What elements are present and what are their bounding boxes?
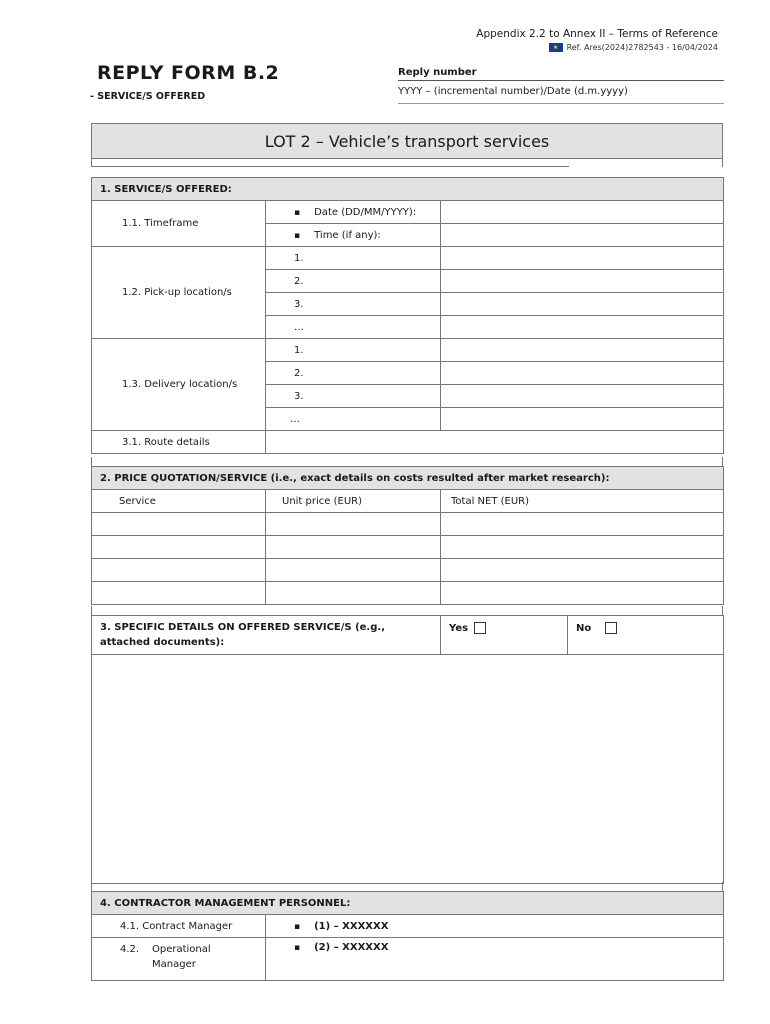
pickup-item-2: 2.	[266, 270, 441, 293]
section3-table	[91, 615, 724, 884]
price-cell[interactable]	[266, 582, 441, 605]
delivery-item-3: 3.	[266, 385, 441, 408]
price-cell[interactable]	[441, 559, 724, 582]
section4-title: 4. CONTRACTOR MANAGEMENT PERSONNEL:	[92, 892, 724, 915]
reply-number-label: Reply number	[398, 67, 724, 81]
section4-table	[91, 891, 724, 981]
yes-option[interactable]	[441, 616, 568, 655]
section1-title: 1. SERVICE/S OFFERED:	[92, 178, 724, 201]
pickup-input-3[interactable]	[441, 293, 724, 316]
pickup-item-more: …	[266, 316, 441, 339]
section2-table	[91, 466, 724, 605]
route-input[interactable]	[266, 431, 724, 454]
form-subtitle: - SERVICE/S OFFERED	[90, 91, 206, 102]
price-cell[interactable]	[92, 559, 266, 582]
operational-manager-num: 4.2.	[120, 944, 140, 955]
contract-manager-label: 4.1. Contract Manager	[92, 915, 266, 938]
time-label: ▪ Time (if any):	[266, 224, 441, 247]
yes-label: Yes	[449, 623, 469, 634]
no-checkbox[interactable]	[605, 622, 617, 634]
section1-table	[91, 177, 724, 454]
specific-details-input[interactable]	[92, 655, 724, 884]
col-service: Service	[92, 490, 266, 513]
pickup-input-1[interactable]	[441, 247, 724, 270]
spacer	[91, 457, 723, 466]
no-label: No	[576, 623, 592, 634]
delivery-input-3[interactable]	[441, 385, 724, 408]
reference-text: Ref. Ares(2024)2782543 - 16/04/2024	[566, 43, 718, 52]
divider	[91, 166, 569, 167]
pickup-label: 1.2. Pick-up location/s	[92, 247, 266, 339]
section2-title: 2. PRICE QUOTATION/SERVICE (i.e., exact details on costs resulted after market research):	[92, 467, 724, 490]
operational-manager-value[interactable]: ▪ (2) – XXXXXX	[266, 938, 724, 981]
delivery-item-more: …	[266, 408, 441, 431]
date-label: ▪ Date (DD/MM/YYYY):	[266, 201, 441, 224]
delivery-input-1[interactable]	[441, 339, 724, 362]
contract-manager-value[interactable]: ▪ (1) – XXXXXX	[266, 915, 724, 938]
operational-manager-label	[92, 938, 266, 981]
spacer	[91, 606, 723, 615]
spacer	[91, 882, 723, 891]
delivery-input-more[interactable]	[441, 408, 724, 431]
route-label: 3.1. Route details	[92, 431, 266, 454]
form-title: REPLY FORM B.2	[97, 62, 280, 84]
delivery-label: 1.3. Delivery location/s	[92, 339, 266, 431]
document-header	[476, 28, 718, 54]
operational-manager-text: Operational Manager	[152, 944, 211, 970]
section3-title: 3. SPECIFIC DETAILS ON OFFERED SERVICE/S (e.g., attached documents):	[92, 616, 441, 655]
reply-number-field[interactable]: YYYY – (incremental number)/Date (d.m.yyyy)	[398, 86, 724, 104]
appendix-text: Appendix 2.2 to Annex II – Terms of Reference	[476, 28, 718, 40]
price-cell[interactable]	[92, 513, 266, 536]
pickup-item-1: 1.	[266, 247, 441, 270]
delivery-item-1: 1.	[266, 339, 441, 362]
yes-checkbox[interactable]	[474, 622, 486, 634]
pickup-input-more[interactable]	[441, 316, 724, 339]
date-input[interactable]	[441, 201, 724, 224]
pickup-item-3: 3.	[266, 293, 441, 316]
price-cell[interactable]	[266, 559, 441, 582]
price-cell[interactable]	[441, 513, 724, 536]
eu-flag-icon: ★	[549, 43, 563, 52]
price-cell[interactable]	[266, 536, 441, 559]
reference-line	[476, 41, 718, 54]
delivery-input-2[interactable]	[441, 362, 724, 385]
price-cell[interactable]	[92, 536, 266, 559]
price-cell[interactable]	[92, 582, 266, 605]
no-option[interactable]	[568, 616, 724, 655]
col-total: Total NET (EUR)	[441, 490, 724, 513]
price-cell[interactable]	[441, 582, 724, 605]
lot-title: LOT 2 – Vehicle’s transport services	[91, 123, 723, 159]
price-cell[interactable]	[441, 536, 724, 559]
col-unit-price: Unit price (EUR)	[266, 490, 441, 513]
time-input[interactable]	[441, 224, 724, 247]
price-cell[interactable]	[266, 513, 441, 536]
delivery-item-2: 2.	[266, 362, 441, 385]
pickup-input-2[interactable]	[441, 270, 724, 293]
timeframe-label: 1.1. Timeframe	[92, 201, 266, 247]
